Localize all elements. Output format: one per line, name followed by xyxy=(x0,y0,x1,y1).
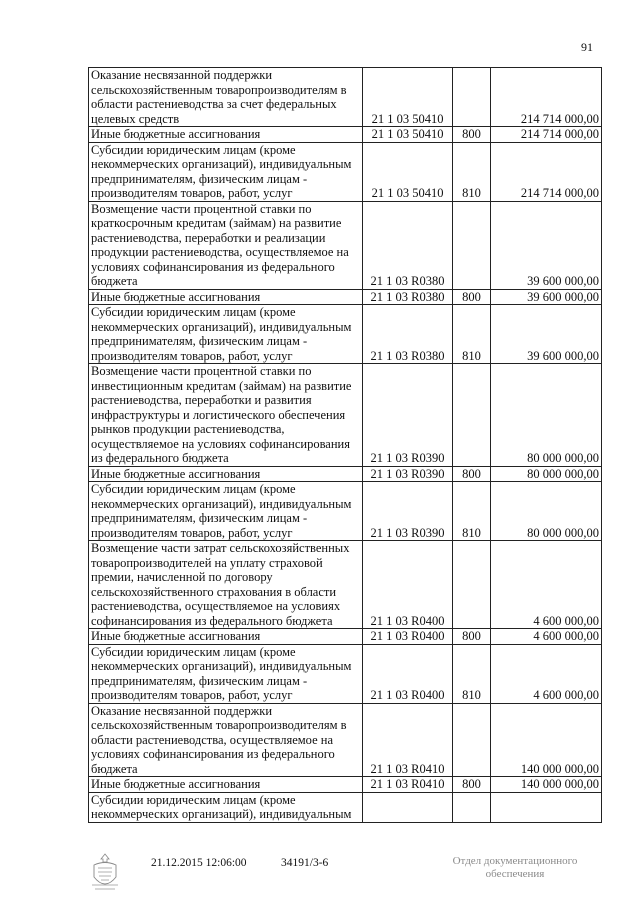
table-row xyxy=(89,482,602,541)
row-amount: 4 600 000,00 xyxy=(491,541,602,629)
row-description: Субсидии юридическим лицам (кроме некоммерческих организаций), индивидуальным предпринимателям, физическим лицам - производителям товаров, работ, услуг xyxy=(89,305,363,364)
row-amount: 80 000 000,00 xyxy=(491,364,602,467)
row-type: 800 xyxy=(453,289,491,305)
row-type: 800 xyxy=(453,629,491,645)
row-description: Иные бюджетные ассигнования xyxy=(89,466,363,482)
table-row xyxy=(89,466,602,482)
row-code: 21 1 03 R0380 xyxy=(363,201,453,289)
table-row xyxy=(89,364,602,467)
row-code: 21 1 03 R0400 xyxy=(363,629,453,645)
table-row xyxy=(89,629,602,645)
row-amount: 140 000 000,00 xyxy=(491,703,602,777)
row-type: 810 xyxy=(453,644,491,703)
footer-department-stamp xyxy=(440,855,590,881)
row-amount: 4 600 000,00 xyxy=(491,644,602,703)
row-code: 21 1 03 R0380 xyxy=(363,289,453,305)
row-amount xyxy=(491,792,602,822)
row-amount: 214 714 000,00 xyxy=(491,68,602,127)
row-description: Иные бюджетные ассигнования xyxy=(89,629,363,645)
row-amount: 140 000 000,00 xyxy=(491,777,602,793)
row-code: 21 1 03 R0400 xyxy=(363,541,453,629)
row-code: 21 1 03 R0380 xyxy=(363,305,453,364)
table-row xyxy=(89,305,602,364)
table-row xyxy=(89,703,602,777)
table-row xyxy=(89,644,602,703)
row-description: Субсидии юридическим лицам (кроме некоммерческих организаций), индивидуальным предпринимателям, физическим лицам - производителям товаров, работ, услуг xyxy=(89,482,363,541)
row-code xyxy=(363,792,453,822)
row-description: Возмещение части процентной ставки по инвестиционным кредитам (займам) на развитие растениеводства, переработки и развития инфраструктуры и логистического обеспечения рынков продукции растениеводства, осуществляемое на условиях софинансирования из федерального бюджета xyxy=(89,364,363,467)
row-type: 800 xyxy=(453,127,491,143)
row-description: Возмещение части процентной ставки по краткосрочным кредитам (займам) на развитие растениеводства, переработки и реализации продукции растениеводства, осуществляемое на условиях софинансирования из федерального бюджета xyxy=(89,201,363,289)
row-description: Иные бюджетные ассигнования xyxy=(89,777,363,793)
coat-of-arms-icon xyxy=(88,851,122,893)
row-code: 21 1 03 R0390 xyxy=(363,482,453,541)
row-amount: 80 000 000,00 xyxy=(491,466,602,482)
row-description: Субсидии юридическим лицам (кроме некоммерческих организаций), индивидуальным xyxy=(89,792,363,822)
row-description: Оказание несвязанной поддержки сельскохозяйственным товаропроизводителям в области растениеводства, осуществляемое на условиях софинансирования из федерального бюджета xyxy=(89,703,363,777)
row-description: Иные бюджетные ассигнования xyxy=(89,127,363,143)
row-type: 800 xyxy=(453,466,491,482)
department-line-2: обеспечения xyxy=(485,868,545,880)
row-code: 21 1 03 R0400 xyxy=(363,644,453,703)
footer-datetime: 21.12.2015 12:06:00 xyxy=(151,857,247,869)
row-type xyxy=(453,541,491,629)
row-description: Субсидии юридическим лицам (кроме некоммерческих организаций), индивидуальным предпринимателям, физическим лицам - производителям товаров, работ, услуг xyxy=(89,142,363,201)
row-type xyxy=(453,201,491,289)
row-type: 810 xyxy=(453,305,491,364)
table-row xyxy=(89,792,602,822)
row-amount: 39 600 000,00 xyxy=(491,201,602,289)
row-code: 21 1 03 50410 xyxy=(363,142,453,201)
row-type xyxy=(453,792,491,822)
table-row xyxy=(89,541,602,629)
row-code: 21 1 03 R0410 xyxy=(363,777,453,793)
row-code: 21 1 03 50410 xyxy=(363,68,453,127)
row-code: 21 1 03 R0390 xyxy=(363,364,453,467)
table-row xyxy=(89,127,602,143)
row-type xyxy=(453,703,491,777)
table-row xyxy=(89,142,602,201)
row-code: 21 1 03 R0410 xyxy=(363,703,453,777)
table-row xyxy=(89,289,602,305)
row-type: 800 xyxy=(453,777,491,793)
footer-doc-id: 34191/3-6 xyxy=(281,857,329,869)
row-type: 810 xyxy=(453,482,491,541)
page-number: 91 xyxy=(581,40,593,54)
row-amount: 80 000 000,00 xyxy=(491,482,602,541)
table-row xyxy=(89,68,602,127)
row-type xyxy=(453,68,491,127)
table-row xyxy=(89,777,602,793)
row-description: Субсидии юридическим лицам (кроме некоммерческих организаций), индивидуальным предпринимателям, физическим лицам - производителям товаров, работ, услуг xyxy=(89,644,363,703)
row-description: Оказание несвязанной поддержки сельскохозяйственным товаропроизводителям в области растениеводства за счет федеральных целевых средств xyxy=(89,68,363,127)
row-amount: 214 714 000,00 xyxy=(491,142,602,201)
row-code: 21 1 03 R0390 xyxy=(363,466,453,482)
row-amount: 39 600 000,00 xyxy=(491,289,602,305)
row-type xyxy=(453,364,491,467)
row-description: Иные бюджетные ассигнования xyxy=(89,289,363,305)
budget-table xyxy=(88,67,602,823)
row-amount: 214 714 000,00 xyxy=(491,127,602,143)
row-amount: 39 600 000,00 xyxy=(491,305,602,364)
row-type: 810 xyxy=(453,142,491,201)
row-code: 21 1 03 50410 xyxy=(363,127,453,143)
row-description: Возмещение части затрат сельскохозяйственных товаропроизводителей на уплату страховой премии, начисленной по договору сельскохозяйственного страхования в области растениеводства, осуществляемое на условиях софинансирования из федерального бюджета xyxy=(89,541,363,629)
department-line-1: Отдел документационного xyxy=(452,855,578,867)
table-row xyxy=(89,201,602,289)
row-amount: 4 600 000,00 xyxy=(491,629,602,645)
